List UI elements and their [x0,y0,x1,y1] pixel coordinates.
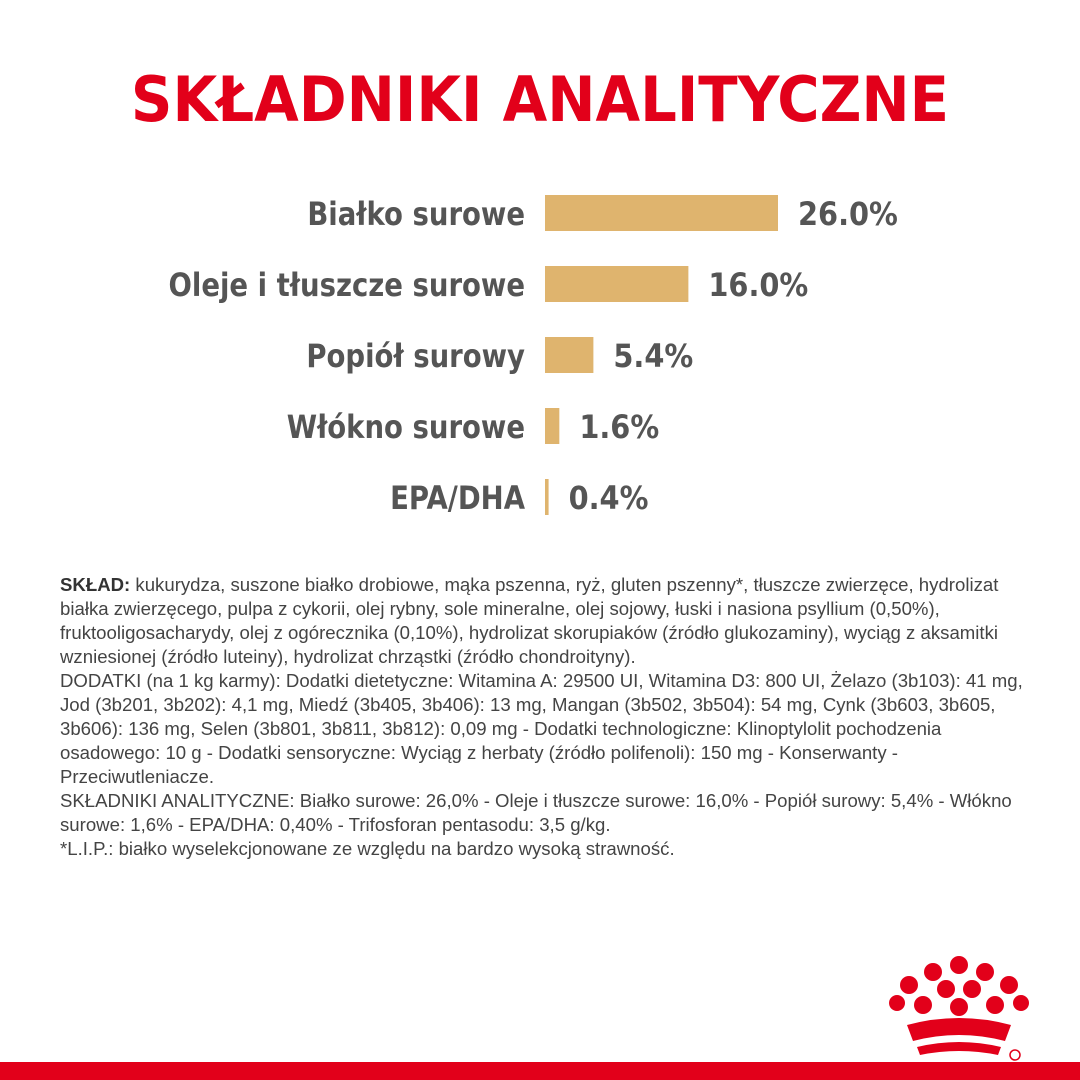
royal-canin-crown-icon [887,955,1032,1065]
sklad-heading: SKŁAD: [60,574,131,595]
bar [545,337,593,373]
analityczne-paragraph: SKŁADNIKI ANALITYCZNE: Białko surowe: 26,0% - Oleje i tłuszcze surowe: 16,0% - Popiół surowy: 5,4% - Włókno surowe: 1,6% - EPA/DHA: 0,40% - Trifosforan pentasodu: 3,5 g/kg. [60,790,1012,835]
bar [545,266,688,302]
sklad-text: kukurydza, suszone białko drobiowe, mąka pszenna, ryż, gluten pszenny*, tłuszcze zwierzęce, hydrolizat białka zwierzęcego, pulpa z cykorii, olej rybny, sole mineralne, olej sojowy, łuski i nasiona psyllium (0,50%), fruktooligosacharydy, olej z ogórecznika (0,10%), hydrolizat skorupiaków (źródło glukozaminy), wyciąg z aksamitki wzniesionej (źródło luteiny), hydrolizat chrząstki (źródło chondroityny). [60,574,999,667]
dodatki-paragraph: DODATKI (na 1 kg karmy): Dodatki dietetyczne: Witamina A: 29500 UI, Witamina D3: 800 UI, Żelazo (3b103): 41 mg, Jod (3b201, 3b202): 4,1 mg, Miedź (3b405, 3b406): 13 mg, Mangan (3b502, 3b504): 54 mg, Cynk (3b603, 3b605, 3b606): 136 mg, Selen (3b801, 3b811, 3b812): 0,09 mg - Dodatki technologiczne: Klinoptylolit pochodzenia osadowego: 10 g - Dodatki sensoryczne: Wyciąg z herbaty (źródło polifenoli): 150 mg - Konserwanty - Przeciwutleniacze. [60,670,1023,787]
bar [545,479,549,515]
bar-label: Białko surowe [307,196,525,234]
page-title: SKŁADNIKI ANALITYCZNE [130,63,950,136]
sklad-paragraph [60,573,1040,669]
analytical-bar-chart [0,170,1080,540]
bottom-brand-bar [0,1062,1080,1080]
bar-label: Oleje i tłuszcze surowe [168,267,526,305]
footnote: *L.I.P.: białko wyselekcjonowane ze względu na bardzo wysoką strawność. [60,838,675,859]
bar-value-label: 1.6% [579,409,660,447]
bar-value-label: 5.4% [613,338,694,376]
bar [545,195,778,231]
bar-value-label: 0.4% [568,480,649,518]
bar-label: Włókno surowe [286,409,525,447]
bar-label: EPA/DHA [390,480,525,518]
bar-value-label: 16.0% [708,267,809,305]
bar-value-label: 26.0% [798,196,898,234]
bar [545,408,559,444]
composition-block [60,573,1040,861]
bar-label: Popiół surowy [306,338,525,376]
